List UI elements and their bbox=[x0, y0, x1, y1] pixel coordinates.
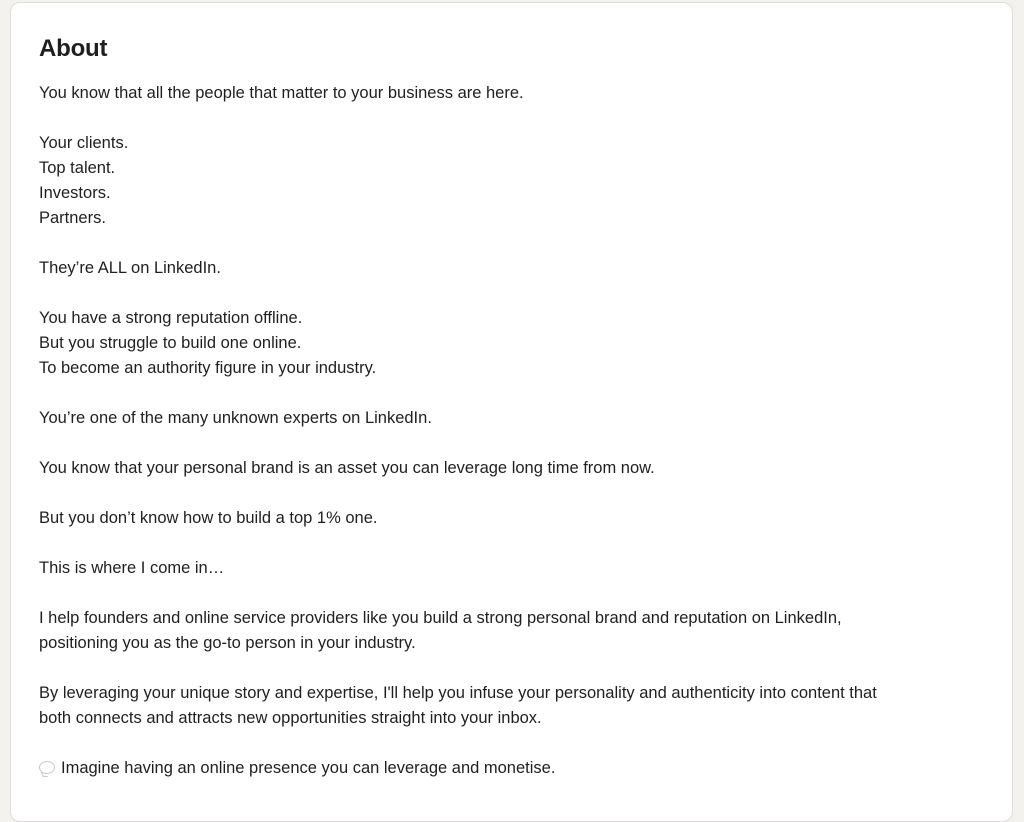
about-line: By leveraging your unique story and expertise, I'll help you infuse your personality and authenticity into content that bbox=[39, 684, 877, 702]
blank-line bbox=[39, 431, 984, 456]
about-line: You have a strong reputation offline. bbox=[39, 309, 303, 327]
about-line: You’re one of the many unknown experts on LinkedIn. bbox=[39, 409, 432, 427]
about-title: About bbox=[39, 35, 108, 62]
blank-line bbox=[39, 281, 984, 306]
blank-line bbox=[39, 106, 984, 131]
blank-line bbox=[39, 656, 984, 681]
about-line: Investors. bbox=[39, 184, 111, 202]
about-line: I help founders and online service providers like you build a strong personal brand and reputation on LinkedIn, bbox=[39, 609, 842, 627]
about-line: This is where I come in… bbox=[39, 559, 225, 577]
thought-bubble-icon bbox=[39, 761, 55, 774]
about-line: They’re ALL on LinkedIn. bbox=[39, 259, 221, 277]
about-line: both connects and attracts new opportunities straight into your inbox. bbox=[39, 709, 542, 727]
about-line: Top talent. bbox=[39, 159, 116, 177]
about-line-text: Imagine having an online presence you can leverage and monetise. bbox=[61, 759, 556, 777]
about-line: But you struggle to build one online. bbox=[39, 334, 302, 352]
about-line: Your clients. bbox=[39, 134, 129, 152]
about-line: Partners. bbox=[39, 209, 106, 227]
blank-line bbox=[39, 231, 984, 256]
blank-line bbox=[39, 381, 984, 406]
blank-line bbox=[39, 581, 984, 606]
about-line: positioning you as the go-to person in your industry. bbox=[39, 634, 416, 652]
about-card bbox=[10, 2, 1013, 822]
about-line: You know that all the people that matter to your business are here. bbox=[39, 84, 524, 102]
about-line-last bbox=[39, 756, 984, 781]
blank-line bbox=[39, 481, 984, 506]
about-description bbox=[39, 81, 984, 781]
about-line: To become an authority figure in your industry. bbox=[39, 359, 377, 377]
blank-line bbox=[39, 531, 984, 556]
about-line: You know that your personal brand is an asset you can leverage long time from now. bbox=[39, 459, 655, 477]
about-line: But you don’t know how to build a top 1% one. bbox=[39, 509, 378, 527]
blank-line bbox=[39, 731, 984, 756]
